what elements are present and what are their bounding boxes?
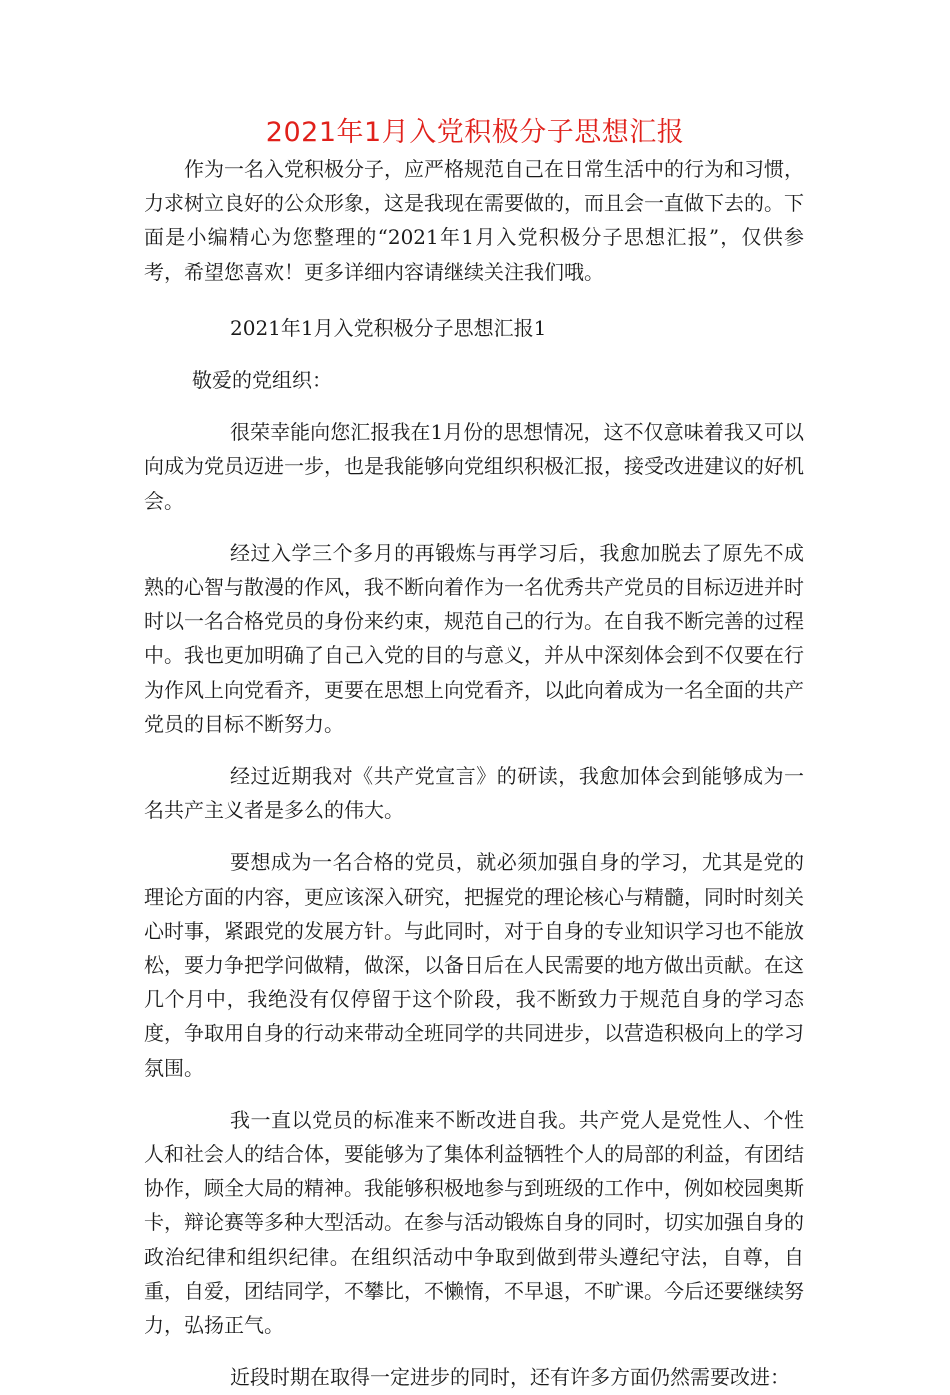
document-body	[144, 152, 804, 1395]
body-paragraph: 要想成为一名合格的党员，就必须加强自身的学习，尤其是党的理论方面的内容，更应该深入研究，把握党的理论核心与精髓，同时时刻关心时事，紧跟党的发展方针。与此同时，对于自身的专业知识学习也不能放松，要力争把学问做精，做深，以备日后在人民需要的地方做出贡献。在这几个月中，我绝没有仅停留于这个阶段，我不断致力于规范自身的学习态度，争取用自身的行动来带动全班同学的共同进步，以营造积极向上的学习氛围。	[144, 850, 804, 1080]
document-title: 2021年1月入党积极分子思想汇报	[265, 117, 685, 148]
salutation: 敬爱的党组织：	[192, 368, 332, 393]
body-paragraph: 经过近期我对《共产党宣言》的研读，我愈加体会到能够成为一名共产主义者是多么的伟大。	[144, 764, 804, 823]
body-paragraph: 经过入学三个多月的再锻炼与再学习后，我愈加脱去了原先不成熟的心智与散漫的作风，我不断向着作为一名优秀共产党员的目标迈进并时时以一名合格党员的身份来约束，规范自己的行为。在自我不断完善的过程中。我也更加明确了自己入党的目的与意义，并从中深刻体会到不仅要在行为作风上向党看齐，更要在思想上向党看齐，以此向着成为一名全面的共产党员的目标不断努力。	[144, 540, 804, 736]
intro-paragraph: 作为一名入党积极分子，应严格规范自己在日常生活中的行为和习惯，力求树立良好的公众形象，这是我现在需要做的，而且会一直做下去的。下面是小编精心为您整理的“2021年1月入党积极分子思想汇报”，仅供参考，希望您喜欢！更多详细内容请继续关注我们哦。	[144, 157, 804, 284]
body-paragraph: 我一直以党员的标准来不断改进自我。共产党人是党性人、个性人和社会人的结合体，要能够为了集体利益牺牲个人的局部的利益，有团结协作，顾全大局的精神。我能够积极地参与到班级的工作中，例如校园奥斯卡，辩论赛等多种大型活动。在参与活动锻炼自身的同时，切实加强自身的政治纪律和组织纪律。在组织活动中争取到做到带头遵纪守法，自尊，自重，自爱，团结同学，不攀比，不懒惰，不早退，不旷课。今后还要继续努力，弘扬正气。	[144, 1107, 804, 1338]
body-paragraph: 近段时期在取得一定进步的同时，还有许多方面仍然需要改进：	[230, 1365, 790, 1390]
section-heading: 2021年1月入党积极分子思想汇报1	[230, 315, 547, 340]
body-paragraph: 很荣幸能向您汇报我在1月份的思想情况，这不仅意味着我又可以向成为党员迈进一步，也是我能够向党组织积极汇报，接受改进建议的好机会。	[144, 420, 804, 513]
